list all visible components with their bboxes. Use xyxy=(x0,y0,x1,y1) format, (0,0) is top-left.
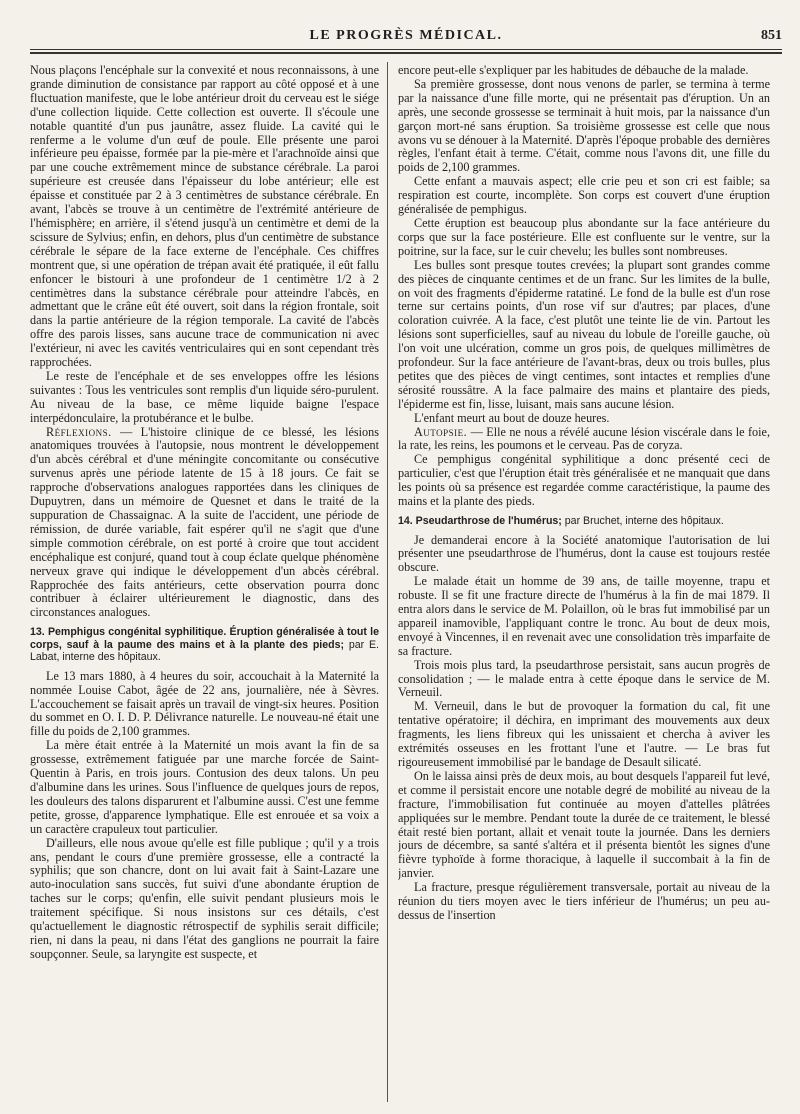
paragraph: La mère était entrée à la Maternité un mois avant la fin de sa grossesse, extrêmement fatiguée par une marche forcée de Saint-Quentin à Paris, en trois jours. Contusion des deux talons. Un peu d'albumine dans les urines. Sous l'influence de quelques jours de repos, les douleurs des talons disparurent et l'albumine aussi. C'est une femme petite, grosse, d'apparence lymphatique. Elle est enrouée et sa voix a un caractère crapuleux tout particulier. xyxy=(30,738,379,836)
paragraph: Cette enfant a mauvais aspect; elle crie peu et son cri est faible; sa respiration est courte, incomplète. Son corps est couvert d'une éruption généralisée de pemphigus. xyxy=(398,174,770,217)
paragraph-text: — Elle ne nous a révélé aucune lésion viscérale dans le foie, la rate, les reins, les poumons et le cerveau. Pas de coryza. xyxy=(398,424,770,453)
paragraph: Sa première grossesse, dont nous venons de parler, se termina à terme par la naissance d'une fille morte, qui ne présentait pas d'éruption. Un an après, une seconde grossesse se terminait à huit mois, par la naissance d'un garçon mort-né sans éruption. Sa troisième grossesse est celle que nous avons vu se dénouer à la Maternité. D'après l'époque probable des dernières règles, l'enfant était à terme. C'était, comme nous l'avons dit, une fille du poids de 2,100 grammes. xyxy=(398,76,770,175)
paragraph-text: — L'histoire clinique de ce blessé, les lésions anatomiques trouvées à l'autopsie, nous montrent le développement d'un abcès cérébral et d'une méningite concomitante ou consécutive survenus après une période latente de 15 à 18 jours. Ce fait se rapproche d'observations analogues rapportées dans les cliniques de Dupuytren, dans un mémoire de Quesnet et dans le traité de la suppuration de Chassaignac. A la suite de l'accident, une période de rémission, de durée variable, fait espérer qu'il ne s'agit que d'une simple commotion cérébrale, on est porté à croire que tout accident encéphalique est conjuré, quand tout à coup éclate quelque phénomène nerveux grave qui indique le développement d'un abcès cérébral. Rapprochée des faits antérieurs, cette observation pourra donc contribuer à éclairer ultérieurement le diagnostic, dans des circonstances analogues. xyxy=(30,424,379,620)
article-title: 13. Pemphigus congénital syphilitique. Éruption généralisée à tout le corps, sauf à la paume des mains et à la plante des pieds; xyxy=(30,626,379,651)
paragraph xyxy=(30,426,379,621)
column-divider xyxy=(387,62,388,1102)
paragraph: Le reste de l'encéphale et de ses enveloppes offre les lésions suivantes : Tous les ventricules sont remplis d'un liquide séro-purulent. Au niveau de la base, ce même liquide baigne l'espace interpédonculaire, la protubérance et le bulbe. xyxy=(30,368,379,425)
paragraph xyxy=(398,426,770,454)
section-label: Autopsie. xyxy=(414,424,468,439)
paragraph: Trois mois plus tard, la pseudarthrose persistait, sans aucun progrès de consolidation ; — le malade entra à cette époque dans le service de M. Verneuil. xyxy=(398,657,770,700)
article-author: par Bruchet, interne des hôpitaux. xyxy=(561,515,724,527)
paragraph: La fracture, presque régulièrement transversale, portait au niveau de la réunion du tiers moyen avec le tiers inférieur de l'humérus; un peu au-dessus de l'insertion xyxy=(398,880,770,922)
paragraph: Nous plaçons l'encéphale sur la convexité et nous reconnaissons, à une grande diminution de consistance par rapport au côté opposé et à une fluctuation manifeste, que le lobe antérieur droit du cerveau est le siége d'une collection liquide. Cette collection est ouverte. Il s'écoule une notable quantité d'un pus jaunâtre, assez fluide. La cavité qui le renferme a le volume d'un œuf de poule. Elle présente une paroi inférieure peu épaisse, formée par la pie-mère et l'arachnoïde ainsi que par une couche extrêmement mince de substance cérébrale. La paroi supérieure est creusée dans l'épaisseur du lobe antérieur; elle est épaisse et constituée par 2 à 3 centimètres de substance cérébrale. En avant, l'abcès se trouve à un centimètre de l'extrémité antérieure de l'hémisphère; en arrière, il s'étend jusqu'à un centimètre et demi de la scissure de Sylvius; enfin, en dehors, plus d'un centimètre de substance cérébrale le sépare de la face externe de l'encéphale. Ces chiffres montrent que, si une opération de trépan avait été pratiquée, il eût fallu enfoncer le bistouri à une profondeur de 1 centimètre 1/2 à 2 centimètres dans la substance cérébrale pour atteindre l'abcès, en admettant que le crâne eût été ouvert, soit dans la région frontale, soit dans la partie antérieure de la région temporale. La cavité de l'abcès offre des parois lisses, sans aucune trace de communication ni avec l'extérieur, ni avec les cavités ventriculaires qui en sont cependant très rapprochées. xyxy=(30,64,379,370)
paragraph: Le malade était un homme de 39 ans, de taille moyenne, trapu et robuste. Il se fit une fracture directe de l'humérus à la fin de mai 1879. Il entra alors dans le service de M. Polaillon, où le bras fut immobilisé par un appareil inamovible, l'appliquant contre le tronc. Au bout de deux mois, envoyé à Vincennes, il en revenait avec une consolidation très imparfaite de sa fracture. xyxy=(398,574,770,658)
paragraph: Les bulles sont presque toutes crevées; la plupart sont grandes comme des pièces de cinquante centimes et de un franc. Sur les limites de la bulle, on voit des fragments d'épiderme ratatiné. Le fond de la bulle est d'un rose terne sur certains points, d'un rose vif sur d'autres; par places, d'une coloration cuivrée. A la face, c'est plutôt une teinte lie de vin. Partout les lésions sont superficielles, sauf au niveau du lobule de l'oreille gauche, où l'on voit une ulcération, comme un gros pois, de quelques millimètres de profondeur. Sur la face antérieure de l'avant-bras, deux ou trois bulles, plus petites que des pièces de vingt centimes, sont intactes et remplies d'une sérosité roussâtre. A la face palmaire des mains et plantaire des pieds, l'épiderme est fin, lisse, luisant, mais sans aucune lésion. xyxy=(398,257,770,411)
paragraph: M. Verneuil, dans le but de provoquer la formation du cal, fit une tentative opératoire; il déchira, en imprimant des mouvements aux deux fragments, les liens fibreux qui les unissaient et chercha à aviver les extrémités osseuses en les frottant l'une et l'autre. — Le bras fut rigoureusement immobilisé par le bandage de Desault silicaté. xyxy=(398,699,770,769)
paragraph: L'enfant meurt au bout de douze heures. xyxy=(414,410,610,425)
page-number: 851 xyxy=(761,28,782,43)
paragraph: Ce pemphigus congénital syphilitique a donc présenté ceci de particulier, c'est que l'éruption était très généralisée et ne manquait que dans les points où sa présence est regardée comme caractéristique, la paume des mains et la plante des pieds. xyxy=(398,452,770,509)
header-rule-thick xyxy=(30,52,782,54)
article-author: par E. Labat, interne des hôpitaux. xyxy=(30,638,379,664)
paragraph: Je demanderai encore à la Société anatomique l'autorisation de lui présenter une pseudarthrose de l'humérus, dont la cause est toujours restée obscure. xyxy=(398,532,770,575)
article-title: 14. Pseudarthrose de l'humérus; xyxy=(398,515,562,527)
journal-title: LE PROGRÈS MÉDICAL. xyxy=(309,28,503,43)
right-column xyxy=(398,64,770,1106)
paragraph: On le laissa ainsi près de deux mois, au bout desquels l'appareil fut levé, et comme il persistait encore une notable degré de mobilité au niveau de la fracture, l'immobilisation fut continuée au moyen d'attelles plâtrées appliquées sur le membre. Pendant toute la durée de ce traitement, le blessé était resté bien portant, allait et venait toute la journée. Dans les derniers jours de décembre, sa santé s'altéra et il présenta bientôt les signes d'une fièvre typhoïde à forme thoracique, à laquelle il succombait à la fin de janvier. xyxy=(398,768,770,881)
running-header xyxy=(30,28,782,50)
paragraph: Cette éruption est beaucoup plus abondante sur la face antérieure du corps que sur la face postérieure. Elle est confluente sur le ventre, sur la poitrine, sur la face, sur le cuir chevelu; les bulles sont nombreuses. xyxy=(398,215,770,258)
paragraph: encore peut-elle s'expliquer par les habitudes de débauche de la malade. xyxy=(398,64,749,77)
article-heading xyxy=(398,515,770,528)
left-column xyxy=(30,64,379,1106)
paragraph: D'ailleurs, elle nous avoue qu'elle est fille publique ; qu'il y a trois ans, pendant le cours d'une première grossesse, elle a contracté la syphilis; que son chancre, dont on lui avait fait à Saint-Lazare une auto-inoculation sans succès, fut suivi d'une abondante éruption de taches sur le corps; qu'enfin, elle suivit pendant plusieurs mois le traitement spécifique. Si nous insistons sur ces détails, c'est qu'actuellement le diagnostic rétrospectif de syphilis serait difficile; rien, ni dans la peau, ni dans l'état des ganglions ne pourrait la faire soupçonner. Seule, sa laryngite est suspecte, et xyxy=(30,835,379,961)
paragraph: Le 13 mars 1880, à 4 heures du soir, accouchait à la Maternité la nommée Louise Cabot, âgée de 22 ans, journalière, née à Sèvres. L'accouchement se faisait après un travail de vingt-six heures. Position du sommet en O. I. D. P. Délivrance naturelle. Le nouveau-né était une fille du poids de 2,100 grammes. xyxy=(30,668,379,739)
header-rule-thin xyxy=(30,49,782,50)
article-heading xyxy=(30,626,379,664)
section-label: Réflexions. xyxy=(46,424,112,439)
